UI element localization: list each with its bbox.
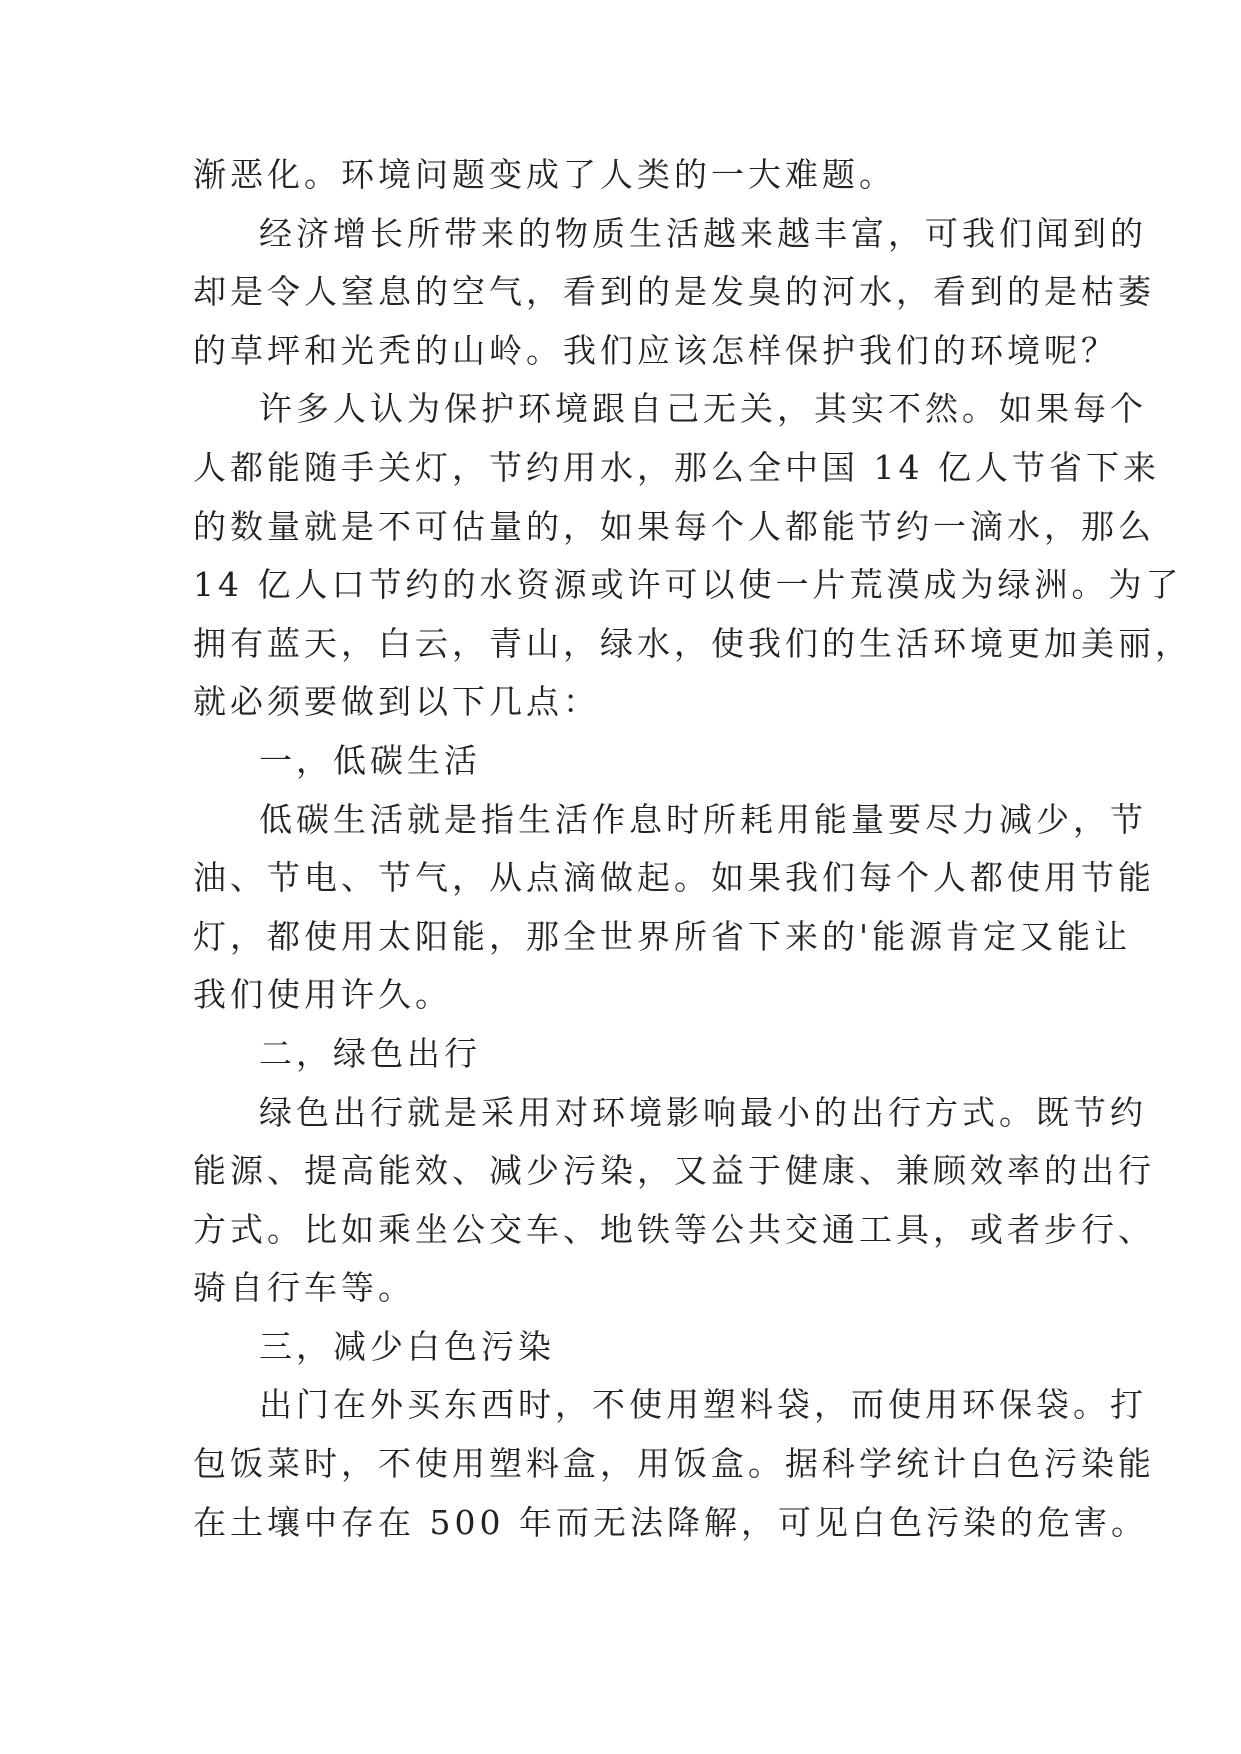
- text-line: 许多人认为保护环境跟自己无关，其实不然。如果每个: [259, 389, 1147, 429]
- text-line: 却是令人窒息的空气，看到的是发臭的河水，看到的是枯萎: [193, 272, 1155, 312]
- text-line: 油、节电、节气，从点滴做起。如果我们每个人都使用节能: [193, 858, 1155, 898]
- text-line: 在土壤中存在 500 年而无法降解，可见白色污染的危害。: [193, 1502, 1148, 1542]
- text-line: 的数量就是不可估量的，如果每个人都能节约一滴水，那么: [193, 506, 1155, 546]
- text-line: 包饭菜时，不使用塑料盒，用饭盒。据科学统计白色污染能: [193, 1444, 1155, 1484]
- text-line: 我们使用许久。: [193, 975, 452, 1015]
- text-line: 低碳生活就是指生活作息时所耗用能量要尽力减少，节: [259, 799, 1147, 839]
- text-line: 拥有蓝天，白云，青山，绿水，使我们的生活环境更加美丽，: [193, 623, 1192, 663]
- text-line: 出门在外买东西时，不使用塑料袋，而使用环保袋。打: [259, 1385, 1147, 1425]
- text-line: 方式。比如乘坐公交车、地铁等公共交通工具，或者步行、: [193, 1209, 1155, 1249]
- text-line: 灯，都使用太阳能，那全世界所省下来的'能源肯定又能让: [193, 916, 1132, 956]
- text-line: 的草坪和光秃的山岭。我们应该怎样保护我们的环境呢？: [193, 330, 1118, 370]
- text-line: 骑自行车等。: [193, 1268, 415, 1308]
- text-line: 14 亿人口节约的水资源或许可以使一片荒漠成为绿洲。为了: [193, 565, 1183, 605]
- document-body: [193, 146, 1192, 1552]
- text-line: 经济增长所带来的物质生活越来越丰富，可我们闻到的: [259, 213, 1147, 253]
- text-line: 人都能随手关灯，节约用水，那么全中国 14 亿人节省下来: [193, 447, 1160, 487]
- text-line: 渐恶化。环境问题变成了人类的一大难题。: [193, 155, 896, 194]
- text-line: 三，减少白色污染: [259, 1326, 555, 1366]
- text-line: 绿色出行就是采用对环境影响最小的出行方式。既节约: [259, 1092, 1147, 1132]
- text-line: 就必须要做到以下几点：: [193, 682, 600, 722]
- text-line: 二，绿色出行: [259, 1033, 481, 1073]
- text-line: 一，低碳生活: [259, 740, 481, 780]
- text-line: 能源、提高能效、减少污染，又益于健康、兼顾效率的出行: [193, 1151, 1155, 1191]
